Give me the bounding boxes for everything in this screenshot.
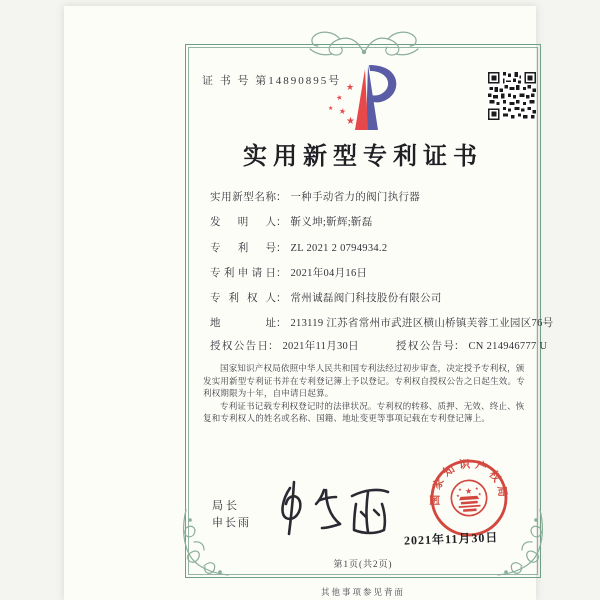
floral-ornament-top	[298, 27, 430, 61]
field-label: 地址	[210, 318, 276, 329]
legal-text	[203, 362, 529, 425]
svg-text:★: ★	[474, 485, 479, 492]
field-row-grant: 授权公告日： 2021年11月30日 授权公告号： CN 214946777 U	[210, 338, 359, 353]
field-pair-grant-number: 授权公告号： CN 214946777 U	[396, 338, 547, 353]
field-value-patentee: 常州诚磊阀门科技股份有限公司	[290, 293, 442, 304]
cnipa-logo	[322, 62, 406, 134]
field-value-inventors: 靳义坤;靳辉;靳磊	[290, 217, 373, 228]
field-label: 专利号	[210, 243, 276, 254]
legal-paragraph-1: 国家知识产权局依照中华人民共和国专利法经过初步审查，决定授予专利权，颁发实用新型专利证书并在专利登记簿上予以登记。专利权自授权公告之日起生效。专利权期限为十年，自申请日起算。	[203, 363, 525, 399]
director-title: 局长	[212, 500, 240, 512]
field-value-invention-name: 一种手动省力的阀门执行器	[290, 192, 421, 203]
director-name: 申长雨	[212, 517, 251, 529]
signature-handwriting	[276, 480, 392, 538]
field-label: 专利权人	[210, 293, 276, 304]
footer-note: 其他事项参见背面	[320, 587, 405, 597]
certificate-page	[64, 6, 554, 600]
star-icon: ★	[346, 116, 355, 127]
field-row-address: 地址： 213119 江苏省常州市武进区横山桥镇芙蓉工业园区76号	[210, 315, 553, 330]
star-icon: ★	[346, 83, 355, 93]
certificate-title: 实用新型专利证书	[243, 144, 483, 170]
qr-code-icon	[488, 72, 536, 120]
field-row-patent-number: 专利号： ZL 2021 2 0794934.2	[210, 240, 387, 255]
field-value-address: 213119 江苏省常州市武进区横山桥镇芙蓉工业园区76号	[290, 318, 554, 329]
svg-text:★: ★	[477, 491, 482, 497]
field-value-grant-date: 2021年11月30日	[282, 341, 359, 352]
field-row-patentee: 专利权人： 常州诚磊阀门科技股份有限公司	[210, 290, 442, 305]
svg-text:★: ★	[464, 485, 473, 497]
field-row-inventors: 发明人： 靳义坤;靳辉;靳磊	[210, 214, 373, 229]
svg-text:★: ★	[455, 492, 460, 499]
star-icon: ★	[335, 93, 344, 103]
field-label: 授权公告日	[210, 341, 268, 352]
field-label: 专利申请日	[210, 268, 276, 279]
field-label: 实用新型名称	[210, 192, 276, 203]
seal-text: 国家知识产权局	[429, 458, 509, 506]
legal-paragraph-2: 专利证书记载专利权登记时的法律状况。专利权的转移、质押、无效、终止、恢复和专利权人的姓名或名称、国籍、地址变更等事项记载在专利登记簿上。	[203, 400, 525, 424]
national-emblem-icon	[450, 479, 488, 517]
star-icon: ★	[338, 106, 347, 117]
grant-date-stamp: 2021年11月30日	[403, 530, 499, 548]
field-row-invention-name: 实用新型名称： 一种手动省力的阀门执行器	[210, 189, 420, 204]
field-label: 授权公告号	[396, 341, 454, 352]
field-label: 发明人	[210, 217, 276, 228]
field-value-patent-number: ZL 2021 2 0794934.2	[290, 243, 388, 254]
certificate-number: 证 书 号 第14890895号	[202, 75, 342, 87]
page-number: 第1页(共2页)	[333, 559, 393, 569]
field-value-filing-date: 2021年04月16日	[290, 268, 368, 279]
field-row-filing-date: 专利申请日： 2021年04月16日	[210, 265, 367, 280]
field-value-grant-number: CN 214946777 U	[468, 341, 548, 352]
svg-text:★: ★	[457, 486, 463, 493]
star-icon: ★	[328, 105, 334, 112]
